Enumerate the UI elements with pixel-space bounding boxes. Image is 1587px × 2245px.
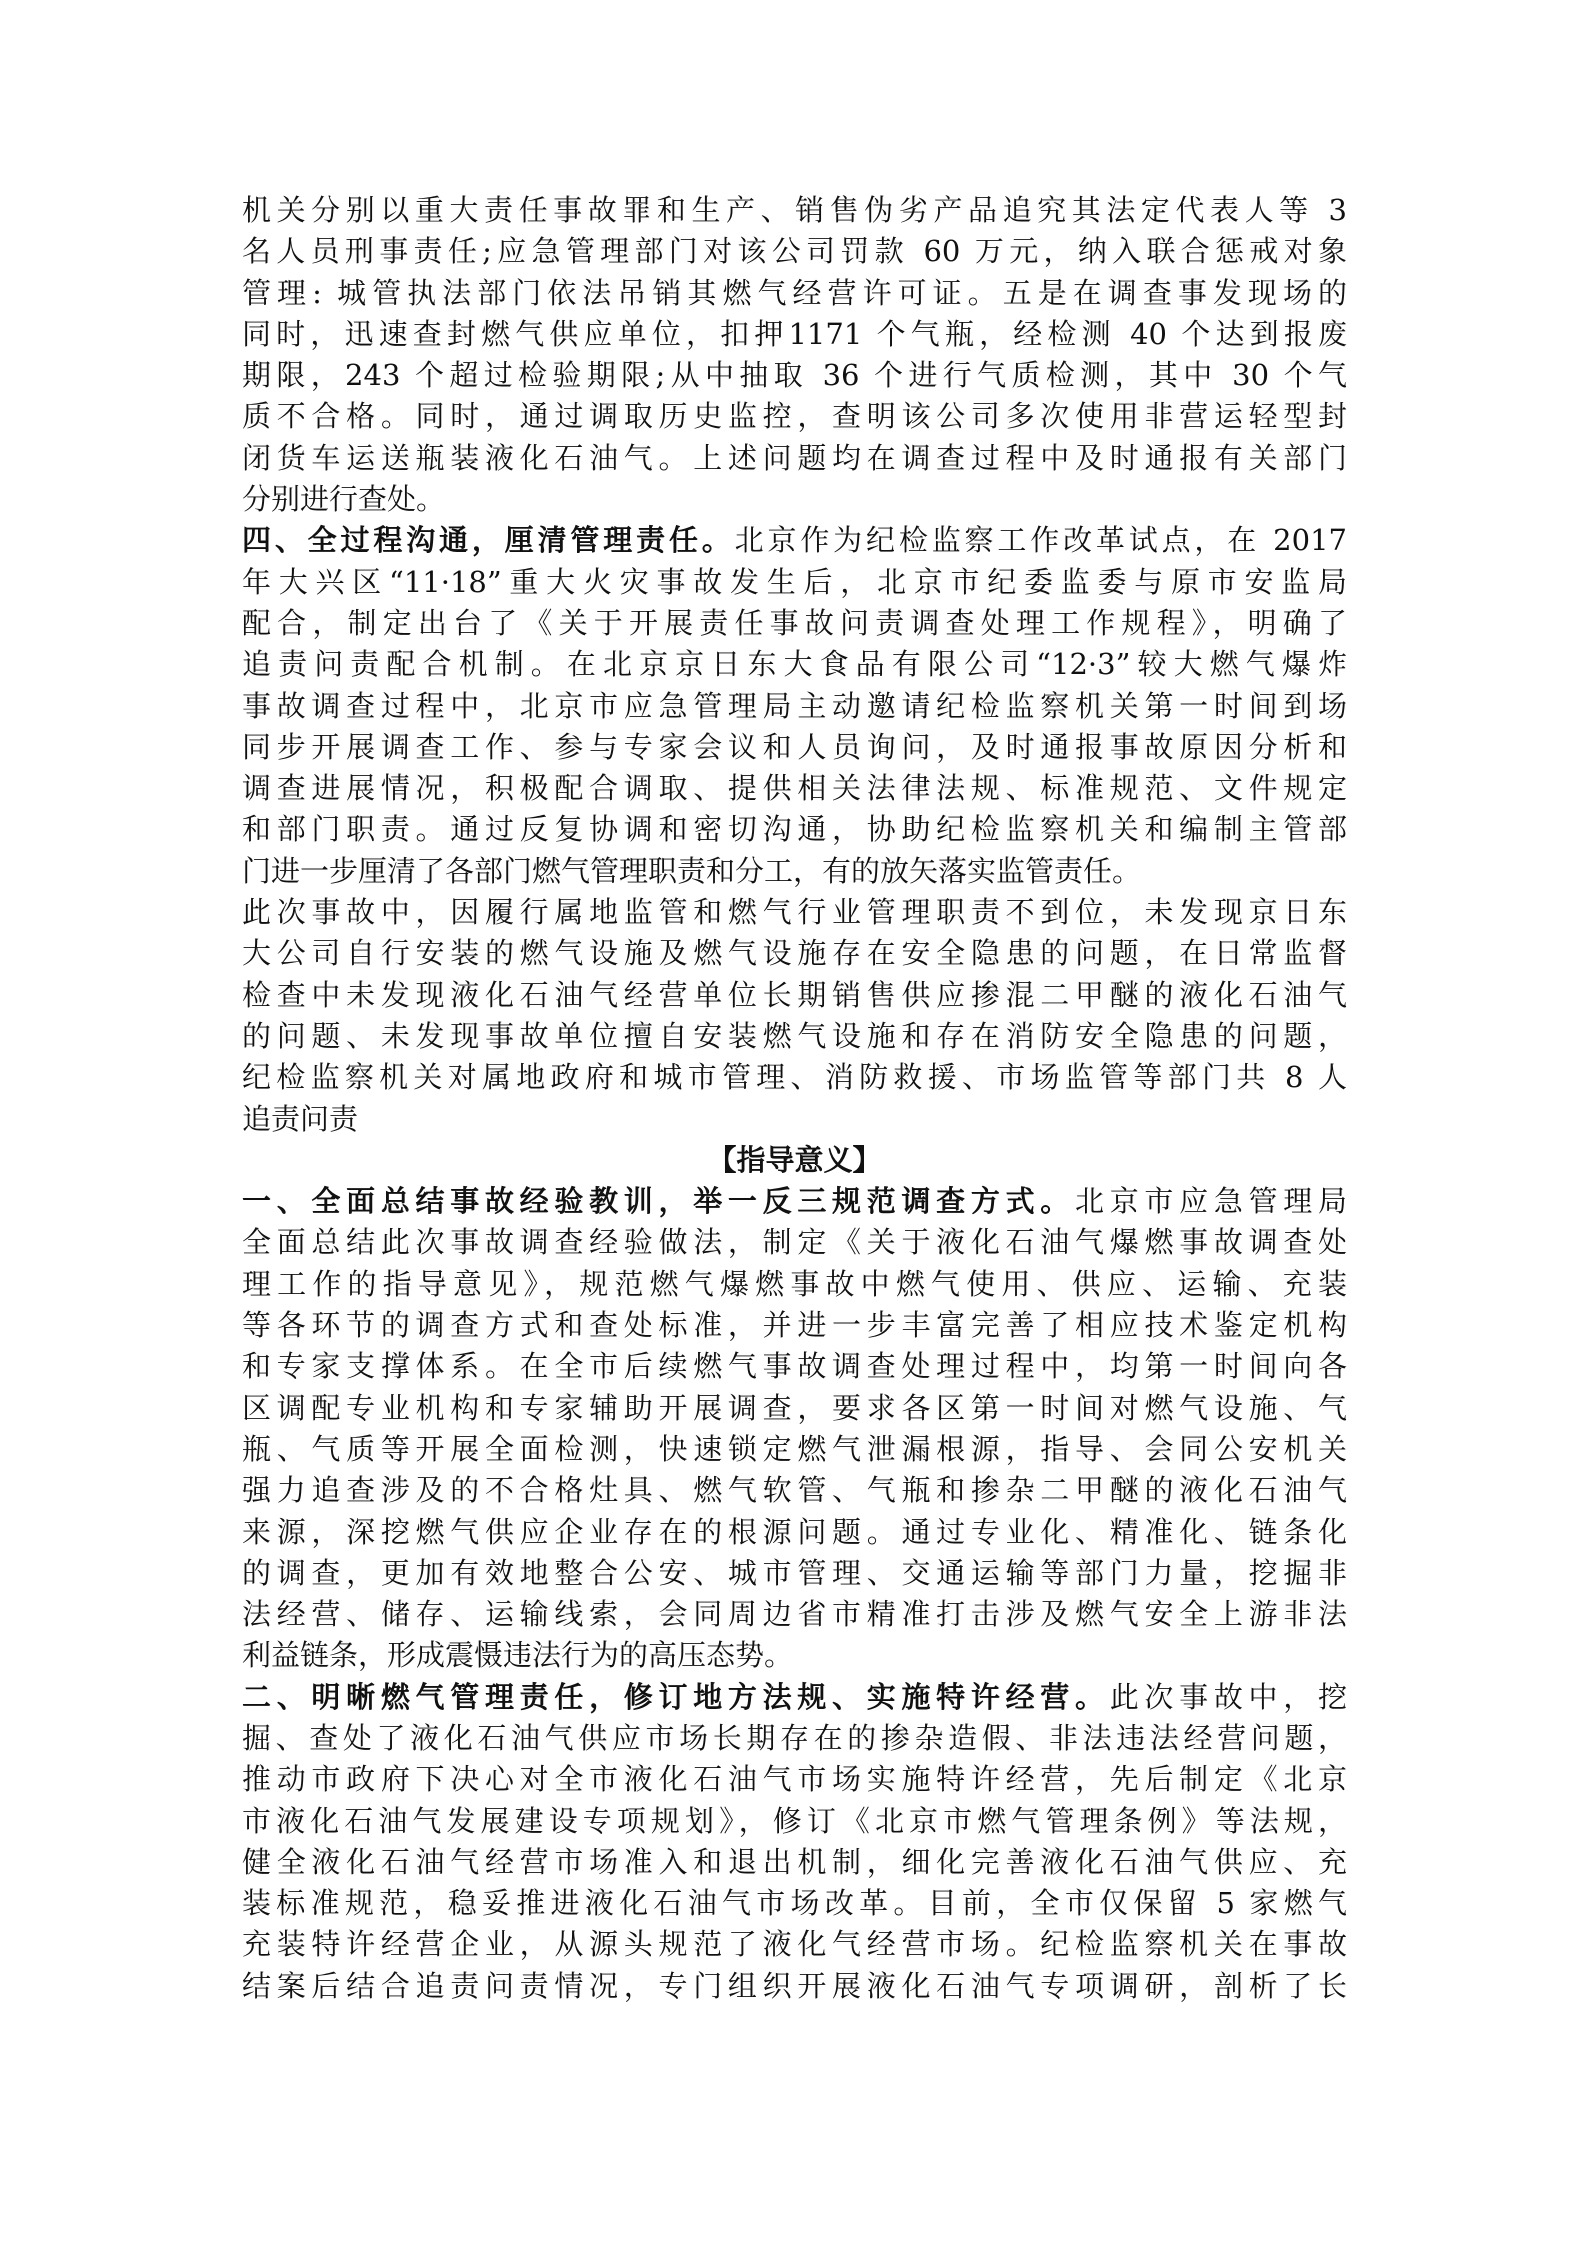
text-line: 理工作的指导意见》，规范燃气爆燃事故中燃气使用、供应、运输、充装 xyxy=(242,1266,1347,1301)
text-line: 来源，深挖燃气供应企业存在的根源问题。通过专业化、精准化、链条化 xyxy=(242,1514,1347,1549)
text-line: 充装特许经营企业，从源头规范了液化气经营市场。纪检监察机关在事故 xyxy=(242,1927,1347,1962)
guidance-item-two xyxy=(242,1677,1347,2007)
text-line: 利益链条，形成震慑违法行为的高压态势。 xyxy=(242,1638,794,1673)
text-line: 追责问责 xyxy=(242,1101,359,1136)
text-line: 同时，迅速查封燃气供应单位，扣押1171 个气瓶，经检测 40 个达到报废 xyxy=(242,316,1347,351)
text-line: 年大兴区“11·18”重大火灾事故发生后，北京市纪委监委与原市安监局 xyxy=(242,564,1347,599)
text-line: 机关分别以重大责任事故罪和生产、销售伪劣产品追究其法定代表人等 3 xyxy=(242,193,1347,227)
text-line: 区调配专业机构和专家辅助开展调查，要求各区第一时间对燃气设施、气 xyxy=(242,1390,1347,1425)
text-line: 强力追查涉及的不合格灶具、燃气软管、气瓶和掺杂二甲醚的液化石油气 xyxy=(242,1473,1347,1508)
text-line: 检查中未发现液化石油气经营单位长期销售供应掺混二甲醚的液化石油气 xyxy=(242,977,1347,1012)
text-line: 推动市政府下决心对全市液化石油气市场实施特许经营，先后制定《北京 xyxy=(242,1762,1347,1797)
text-line: 全面总结此次事故调查经验做法，制定《关于液化石油气爆燃事故调查处 xyxy=(242,1225,1347,1260)
text-line: 期限，243 个超过检验期限;从中抽取 36 个进行气质检测，其中 30 个气 xyxy=(242,358,1347,393)
text-fragment: 北京作为纪检监察工作改革试点，在 2017 xyxy=(734,523,1347,558)
paragraph-continued xyxy=(242,190,1347,520)
text-line: 管理: 城管执法部门依法吊销其燃气经营许可证。五是在调查事发现场的 xyxy=(242,275,1347,310)
guidance-item-one xyxy=(242,1181,1347,1677)
accountability-paragraph xyxy=(242,892,1347,1140)
text-line: 瓶、气质等开展全面检测，快速锁定燃气泄漏根源，指导、会同公安机关 xyxy=(242,1431,1347,1466)
document-page xyxy=(242,190,1347,2007)
text-line: 配合，制定出台了《关于开展责任事故问责调查处理工作规程》，明确了 xyxy=(242,605,1347,640)
guidance-title: 【指导意义】 xyxy=(707,1142,882,1177)
text-line: 调查进展情况，积极配合调取、提供相关法律法规、标准规范、文件规定 xyxy=(242,771,1347,806)
item-heading: 二、明晰燃气管理责任，修订地方法规、实施特许经营。 xyxy=(242,1679,1110,1714)
text-line: 同步开展调查工作、参与专家会议和人员询问，及时通报事故原因分析和 xyxy=(242,729,1347,764)
text-fragment: 此次事故中，挖 xyxy=(1109,1679,1347,1714)
text-line: 的调查，更加有效地整合公安、城市管理、交通运输等部门力量，挖掘非 xyxy=(242,1555,1347,1590)
section-four xyxy=(242,520,1347,892)
text-line: 此次事故中，因履行属地监管和燃气行业管理职责不到位，未发现京日东 xyxy=(242,895,1347,930)
section-heading-line xyxy=(242,520,1347,561)
text-line: 追责问责配合机制。在北京京日东大食品有限公司“12·3”较大燃气爆炸 xyxy=(242,647,1347,682)
text-line: 掘、查处了液化石油气供应市场长期存在的掺杂造假、非法违法经营问题， xyxy=(242,1720,1347,1755)
text-line: 市液化石油气发展建设专项规划》，修订《北京市燃气管理条例》等法规， xyxy=(242,1803,1347,1838)
text-line: 事故调查过程中，北京市应急管理局主动邀请纪检监察机关第一时间到场 xyxy=(242,688,1347,723)
text-fragment: 北京市应急管理局 xyxy=(1075,1184,1347,1219)
item-heading: 一、全面总结事故经验教训，举一反三规范调查方式。 xyxy=(242,1184,1076,1219)
text-line: 闭货车运送瓶装液化石油气。上述问题均在调查过程中及时通报有关部门 xyxy=(242,440,1347,475)
text-line: 名人员刑事责任;应急管理部门对该公司罚款 60 万元，纳入联合惩戒对象 xyxy=(242,234,1347,269)
text-line: 纪检监察机关对属地政府和城市管理、消防救援、市场监管等部门共 8 人 xyxy=(242,1060,1347,1095)
text-line: 质不合格。同时，通过调取历史监控，查明该公司多次使用非营运轻型封 xyxy=(242,399,1347,434)
text-line: 大公司自行安装的燃气设施及燃气设施存在安全隐患的问题，在日常监督 xyxy=(242,936,1347,971)
section-heading: 四、全过程沟通，厘清管理责任。 xyxy=(242,523,735,558)
text-line: 装标准规范，稳妥推进液化石油气市场改革。目前，全市仅保留 5 家燃气 xyxy=(242,1886,1347,1921)
text-line: 健全液化石油气经营市场准入和退出机制，细化完善液化石油气供应、充 xyxy=(242,1844,1347,1879)
text-line: 和专家支撑体系。在全市后续燃气事故调查处理过程中，均第一时间向各 xyxy=(242,1349,1347,1384)
text-line: 和部门职责。通过反复协调和密切沟通，协助纪检监察机关和编制主管部 xyxy=(242,812,1347,847)
text-line: 的问题、未发现事故单位擅自安装燃气设施和存在消防安全隐患的问题， xyxy=(242,1018,1347,1053)
item-heading-line xyxy=(242,1181,1347,1222)
text-line: 门进一步厘清了各部门燃气管理职责和分工，有的放矢落实监管责任。 xyxy=(242,853,1142,888)
text-line: 等各环节的调查方式和查处标准，并进一步丰富完善了相应技术鉴定机构 xyxy=(242,1308,1347,1343)
text-line: 分别进行查处。 xyxy=(242,482,446,517)
text-line: 法经营、储存、运输线索，会同周边省市精准打击涉及燃气安全上游非法 xyxy=(242,1597,1347,1632)
item-heading-line xyxy=(242,1677,1347,1718)
text-line: 结案后结合追责问责情况，专门组织开展液化石油气专项调研，剖析了长 xyxy=(242,1968,1347,2003)
